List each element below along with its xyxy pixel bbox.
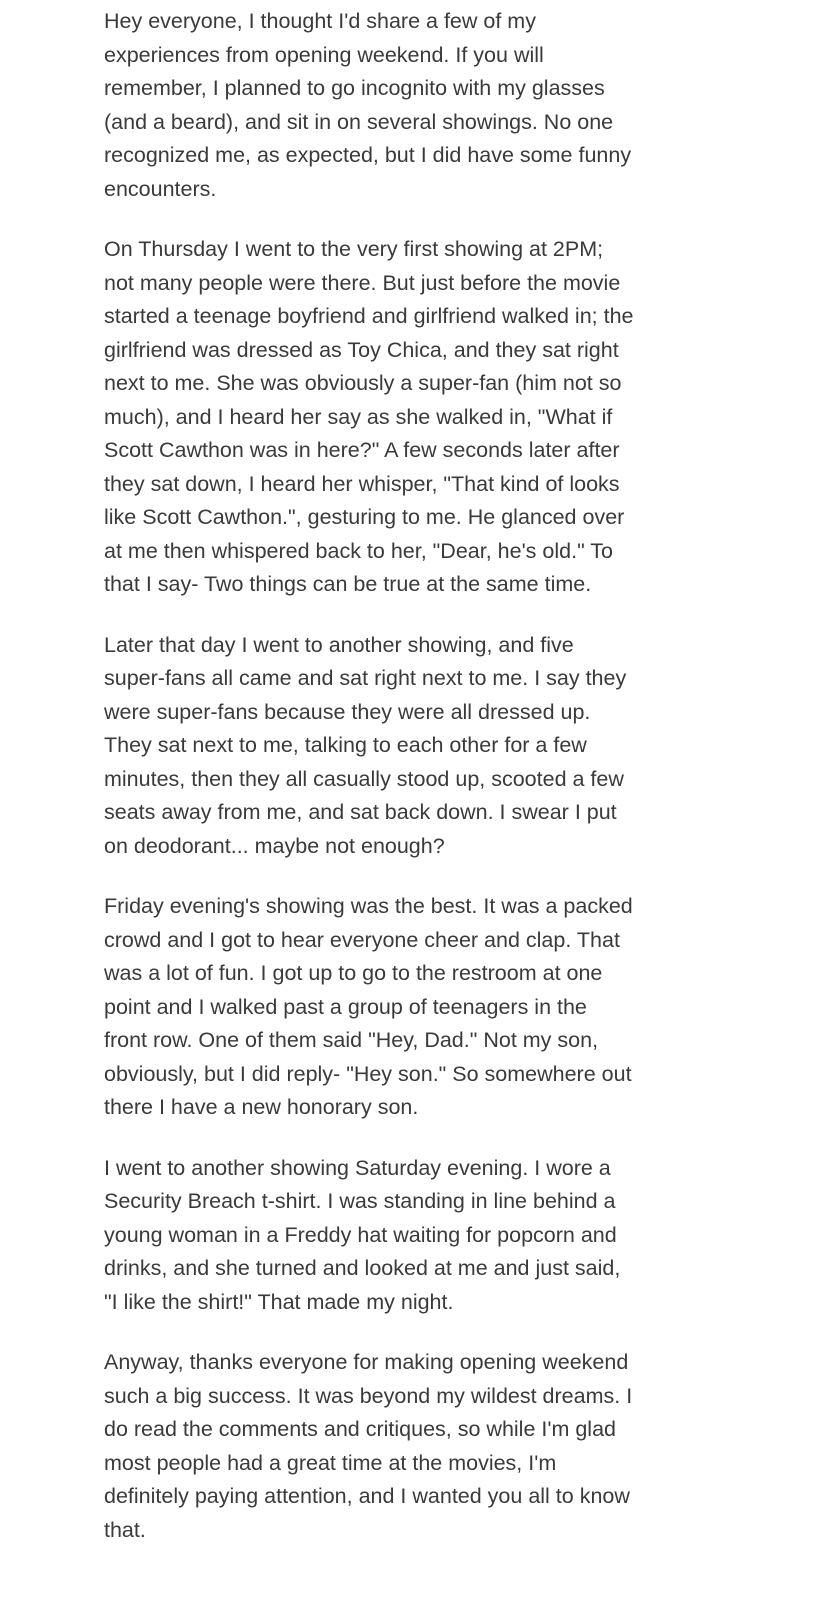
text-line: recognized me, as expected, but I did have some funny — [104, 143, 632, 167]
text-line: experiences from opening weekend. If you will — [104, 42, 544, 67]
text-line: that. — [104, 1517, 146, 1542]
text-line: obviously, but I did reply- "Hey son." So somewhere out — [104, 1061, 632, 1086]
text-line: definitely paying attention, and I wanted you all to know — [104, 1484, 630, 1508]
text-line: point and I walked past a group of teenagers in the — [104, 994, 587, 1019]
post-paragraph — [104, 890, 633, 1125]
text-line: seats away from me, and sat back down. I swear I put — [104, 800, 617, 824]
text-line: was a lot of fun. I got up to go to the restroom at one — [104, 961, 603, 985]
text-line: minutes, then they all casually stood up, scooted a few — [104, 766, 624, 791]
text-line: not many people were there. But just before the movie — [104, 270, 621, 295]
text-line: girlfriend was dressed as Toy Chica, and they sat right — [104, 337, 619, 362]
text-line: (and a beard), and sit in on several showings. No one — [104, 109, 614, 134]
text-line: young woman in a Freddy hat waiting for popcorn and — [104, 1222, 617, 1247]
text-line: drinks, and she turned and looked at me and just said, — [104, 1256, 621, 1280]
post-body — [104, 5, 633, 1574]
text-line: front row. One of them said "Hey, Dad." Not my son, — [104, 1028, 599, 1052]
text-line: were super-fans because they were all dressed up. — [104, 699, 591, 724]
text-line: Later that day I went to another showing, and five — [104, 632, 574, 657]
text-line: that I say- Two things can be true at the same time. — [104, 572, 592, 596]
text-line: like Scott Cawthon.", gesturing to me. He glanced over — [104, 505, 625, 529]
post-paragraph — [104, 1346, 633, 1547]
post-paragraph — [104, 233, 633, 602]
text-line: "I like the shirt!" That made my night. — [104, 1289, 454, 1314]
text-line: crowd and I got to hear everyone cheer and clap. That — [104, 927, 620, 952]
text-line: much), and I heard her say as she walked in, "What if — [104, 404, 613, 429]
text-line: next to me. She was obviously a super-fan (him not so — [104, 371, 622, 395]
post-paragraph — [104, 629, 633, 864]
text-line: Friday evening's showing was the best. It was a packed — [104, 894, 633, 918]
text-line: Anyway, thanks everyone for making opening weekend — [104, 1350, 629, 1374]
text-line: there I have a new honorary son. — [104, 1095, 419, 1119]
text-line: started a teenage boyfriend and girlfriend walked in; the — [104, 304, 634, 328]
text-line: Scott Cawthon was in here?" A few seconds later after — [104, 438, 620, 462]
text-line: such a big success. It was beyond my wildest dreams. I — [104, 1383, 633, 1408]
text-line: they sat down, I heard her whisper, "That kind of looks — [104, 471, 620, 496]
text-line: remember, I planned to go incognito with my glasses — [104, 76, 605, 100]
text-line: On Thursday I went to the very first showing at 2PM; — [104, 237, 604, 261]
text-line: I went to another showing Saturday evening. I wore a — [104, 1155, 611, 1180]
text-line: Hey everyone, I thought I'd share a few of my — [104, 9, 536, 33]
text-line: Security Breach t-shirt. I was standing in line behind a — [104, 1189, 616, 1213]
text-line: encounters. — [104, 176, 217, 201]
post-paragraph — [104, 5, 633, 206]
text-line: at me then whispered back to her, "Dear, he's old." To — [104, 538, 613, 563]
text-line: on deodorant... maybe not enough? — [104, 833, 445, 858]
text-line: most people had a great time at the movies, I'm — [104, 1450, 557, 1475]
text-line: do read the comments and critiques, so while I'm glad — [104, 1417, 617, 1441]
text-line: They sat next to me, talking to each other for a few — [104, 733, 587, 757]
post-paragraph — [104, 1152, 633, 1320]
text-line: super-fans all came and sat right next to me. I say they — [104, 666, 627, 690]
